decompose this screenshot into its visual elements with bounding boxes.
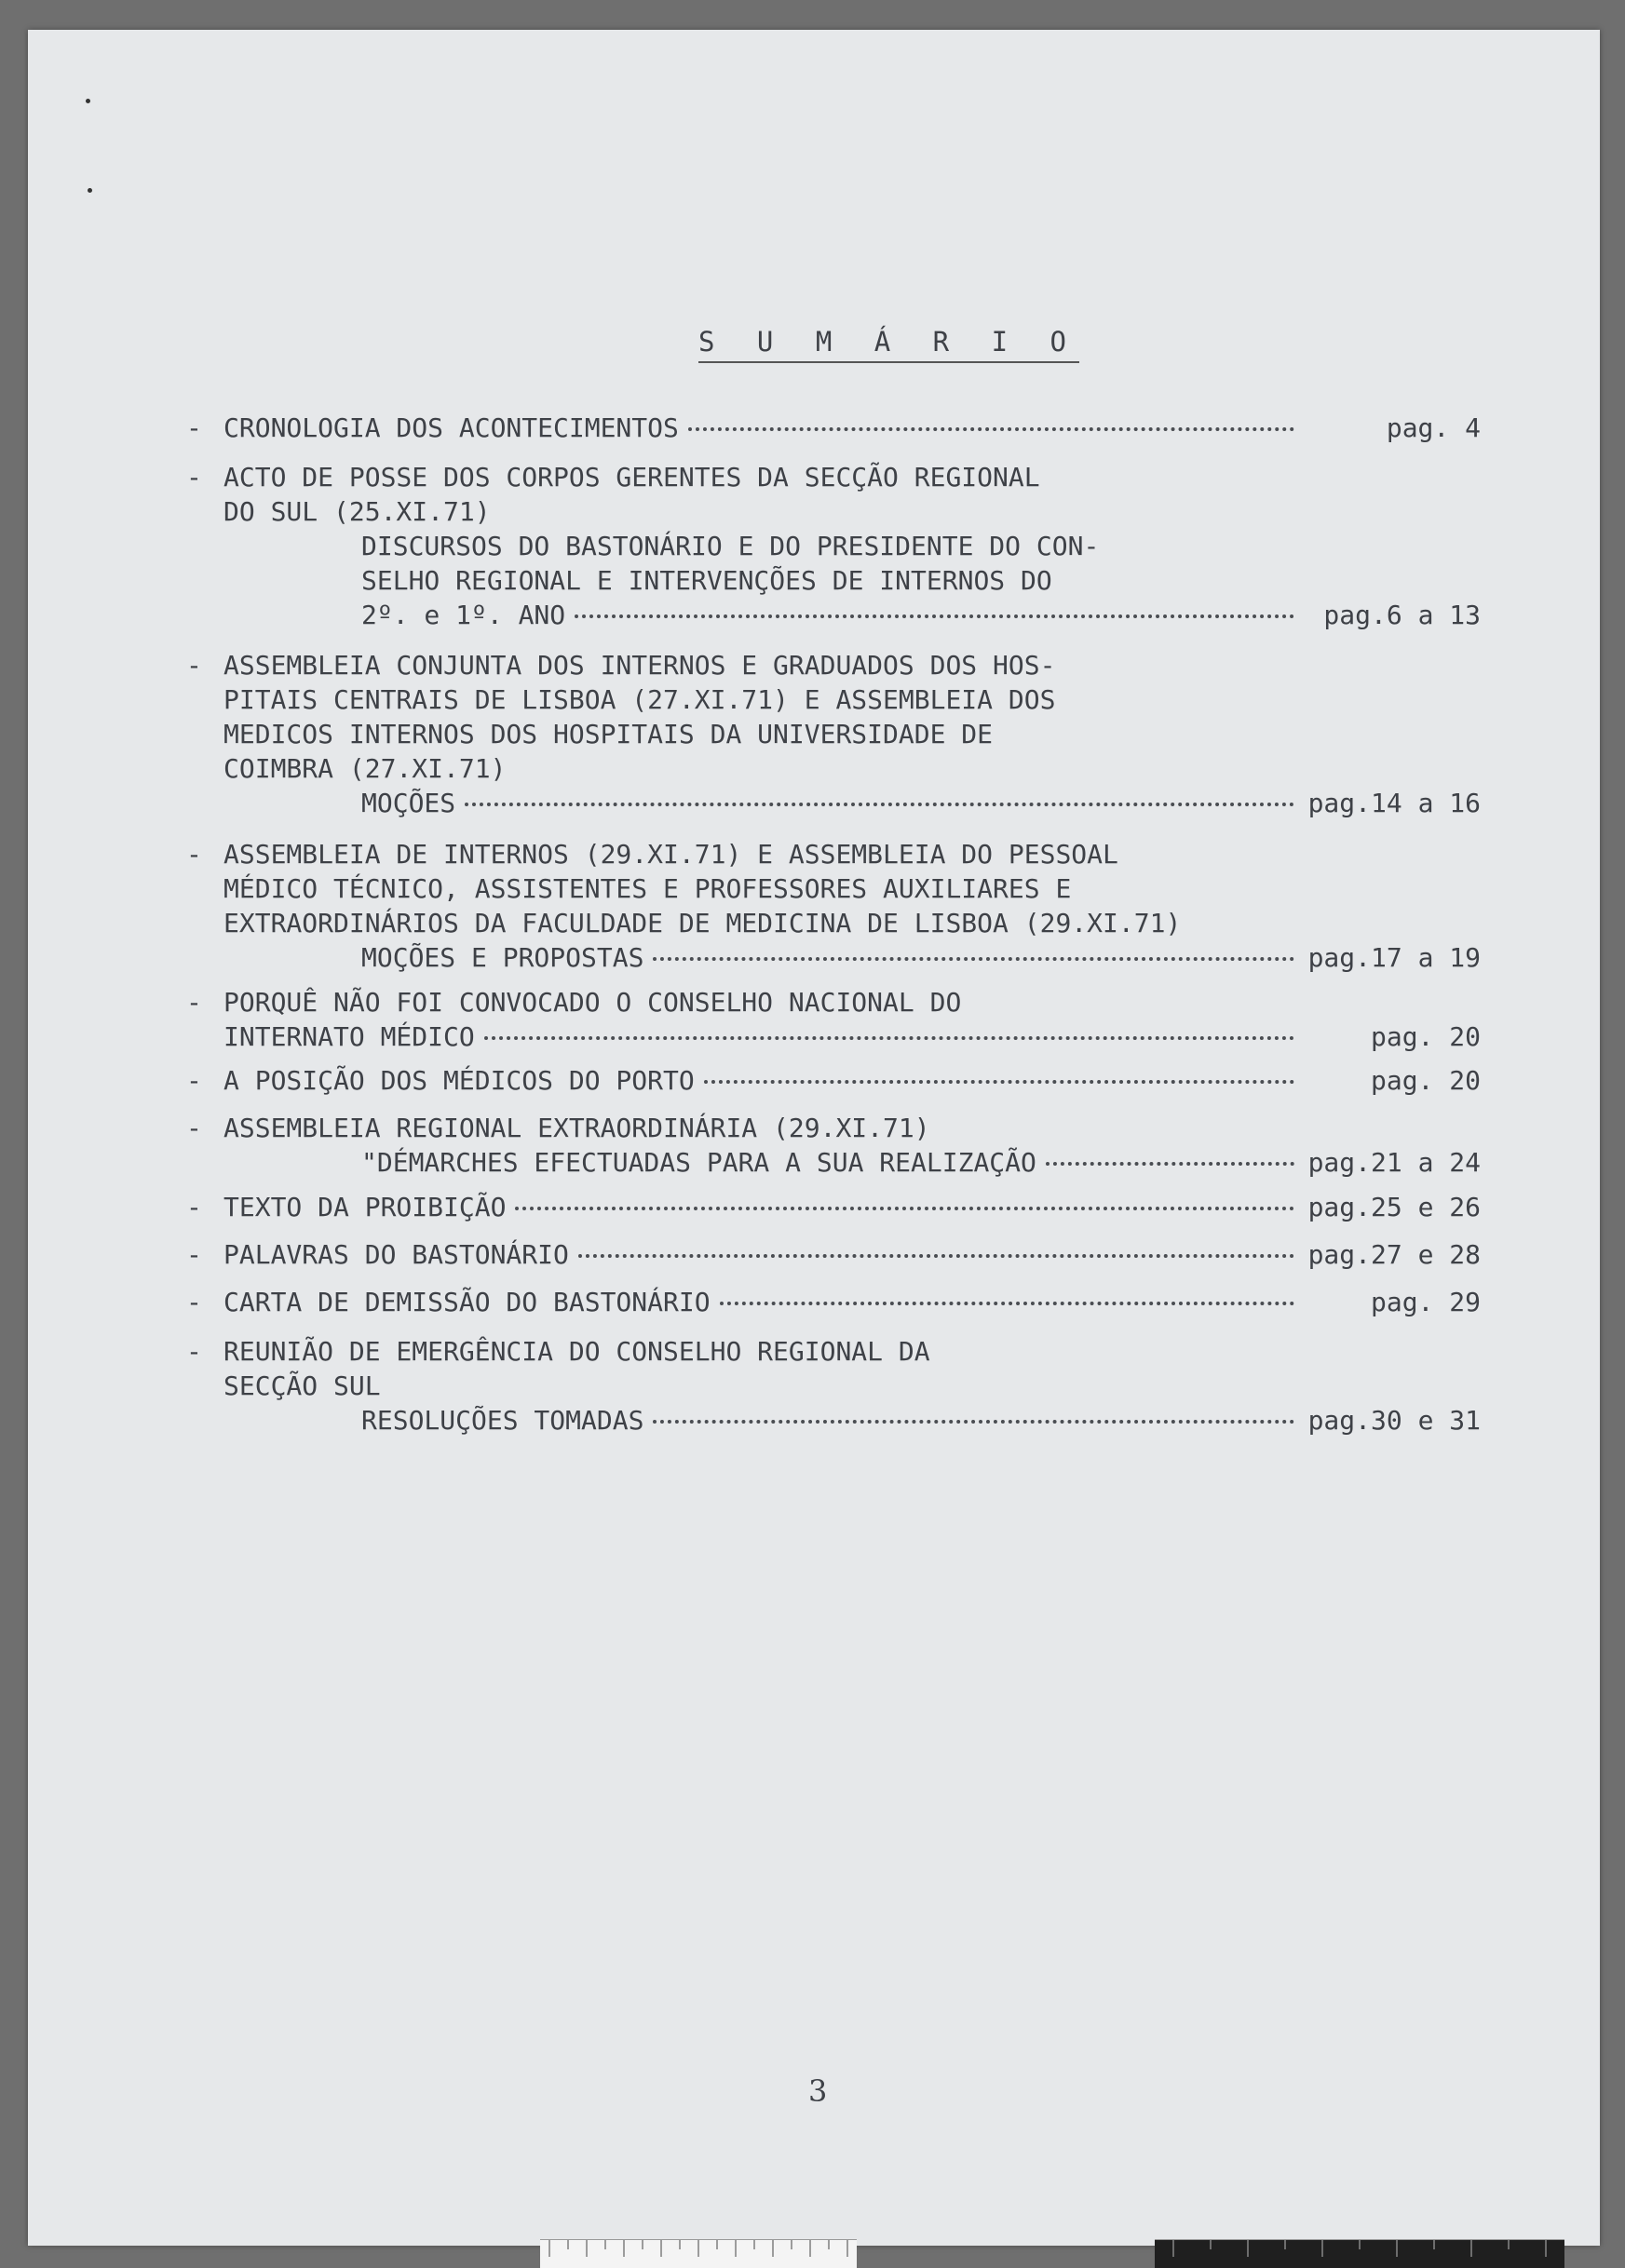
speck xyxy=(86,99,90,103)
entry-subtext: SELHO REGIONAL E INTERVENÇÕES DE INTERNOS DO xyxy=(361,565,1052,596)
entry-page: pag. 29 xyxy=(1370,1287,1481,1317)
dot-leader xyxy=(578,1254,1294,1258)
toc-entry xyxy=(186,985,1481,1054)
entry-text: COIMBRA (27.XI.71) xyxy=(223,753,507,784)
entry-dash: - xyxy=(186,1192,202,1222)
entry-subtext: MOÇÕES xyxy=(361,788,456,818)
entry-dash: - xyxy=(186,1065,202,1096)
toc-entry xyxy=(186,648,1481,820)
toc-entry xyxy=(186,1237,1481,1272)
dot-leader xyxy=(653,1420,1294,1424)
entry-page: pag.14 a 16 xyxy=(1307,788,1481,818)
entry-dash: - xyxy=(186,462,202,493)
toc-entry xyxy=(186,837,1481,975)
dot-leader xyxy=(484,1036,1294,1040)
toc-entry xyxy=(186,1063,1481,1098)
entry-page: pag.17 a 19 xyxy=(1307,942,1481,973)
entry-text: CRONOLOGIA DOS ACONTECIMENTOS xyxy=(223,412,679,443)
toc-entry xyxy=(186,460,1481,632)
entry-text: DO SUL (25.XI.71) xyxy=(223,496,491,527)
entry-page: pag.25 e 26 xyxy=(1307,1192,1481,1222)
page-number: 3 xyxy=(808,2073,828,2109)
toc-entry xyxy=(186,1334,1481,1438)
entry-dash: - xyxy=(186,1287,202,1317)
speck xyxy=(88,188,92,193)
entry-text: MÉDICO TÉCNICO, ASSISTENTES E PROFESSORES AUXILIARES E xyxy=(223,873,1072,904)
toc-entry xyxy=(186,411,1481,445)
entry-text: REUNIÃO DE EMERGÊNCIA DO CONSELHO REGIONAL DA xyxy=(223,1336,930,1367)
dot-leader xyxy=(575,614,1294,618)
entry-subtext: 2º. e 1º. ANO xyxy=(361,600,566,630)
entry-dash: - xyxy=(186,650,202,681)
entry-dash: - xyxy=(186,839,202,870)
dot-leader xyxy=(688,427,1294,431)
entry-page: pag.21 a 24 xyxy=(1307,1147,1481,1178)
entry-text: MEDICOS INTERNOS DOS HOSPITAIS DA UNIVERSIDADE DE xyxy=(223,719,994,749)
toc-entry xyxy=(186,1111,1481,1180)
entry-text: PITAIS CENTRAIS DE LISBOA (27.XI.71) E ASSEMBLEIA DOS xyxy=(223,684,1056,715)
entry-dash: - xyxy=(186,1113,202,1143)
document-page xyxy=(28,30,1600,2246)
entry-text: ACTO DE POSSE DOS CORPOS GERENTES DA SECÇÃO REGIONAL xyxy=(223,462,1040,493)
dot-leader xyxy=(704,1080,1294,1084)
entry-subtext: RESOLUÇÕES TOMADAS xyxy=(361,1405,644,1436)
dot-leader xyxy=(1046,1162,1294,1166)
entry-dash: - xyxy=(186,987,202,1018)
dot-leader xyxy=(653,957,1294,961)
entry-text: EXTRAORDINÁRIOS DA FACULDADE DE MEDICINA DE LISBOA (29.XI.71) xyxy=(223,908,1182,938)
entry-page: pag. 4 xyxy=(1386,412,1481,443)
entry-subtext: MOÇÕES E PROPOSTAS xyxy=(361,942,644,973)
entry-text: ASSEMBLEIA REGIONAL EXTRAORDINÁRIA (29.XI.71) xyxy=(223,1113,930,1143)
document-title: S U M Á R I O xyxy=(698,326,1079,363)
entry-dash: - xyxy=(186,412,202,443)
scale-ruler-light xyxy=(540,2239,857,2268)
entry-text: PORQUÊ NÃO FOI CONVOCADO O CONSELHO NACIONAL DO xyxy=(223,987,962,1018)
entry-text: SECÇÃO SUL xyxy=(223,1370,381,1401)
entry-text: CARTA DE DEMISSÃO DO BASTONÁRIO xyxy=(223,1287,711,1317)
entry-text: ASSEMBLEIA CONJUNTA DOS INTERNOS E GRADUADOS DOS HOS- xyxy=(223,650,1056,681)
toc-entry xyxy=(186,1190,1481,1224)
entry-subtext: "DÉMARCHES EFECTUADAS PARA A SUA REALIZAÇÃO xyxy=(361,1147,1036,1178)
entry-text: PALAVRAS DO BASTONÁRIO xyxy=(223,1239,569,1270)
entry-dash: - xyxy=(186,1336,202,1367)
entry-text: A POSIÇÃO DOS MÉDICOS DO PORTO xyxy=(223,1065,695,1096)
entry-page: pag. 20 xyxy=(1370,1065,1481,1096)
entry-text: TEXTO DA PROIBIÇÃO xyxy=(223,1192,507,1222)
entry-page: pag. 20 xyxy=(1370,1021,1481,1052)
entry-page: pag.30 e 31 xyxy=(1307,1405,1481,1436)
entry-text: ASSEMBLEIA DE INTERNOS (29.XI.71) E ASSEMBLEIA DO PESSOAL xyxy=(223,839,1118,870)
dot-leader xyxy=(465,803,1294,806)
dot-leader xyxy=(515,1207,1294,1210)
entry-page: pag.27 e 28 xyxy=(1307,1239,1481,1270)
entry-dash: - xyxy=(186,1239,202,1270)
dot-leader xyxy=(720,1302,1294,1305)
entry-subtext: DISCURSOS DO BASTONÁRIO E DO PRESIDENTE DO CON- xyxy=(361,531,1100,561)
toc-entry xyxy=(186,1285,1481,1319)
entry-text: INTERNATO MÉDICO xyxy=(223,1021,475,1052)
ruler-ticks xyxy=(1155,2240,1564,2268)
ruler-ticks xyxy=(540,2240,857,2268)
scale-ruler-dark xyxy=(1155,2239,1564,2268)
entry-page: pag.6 a 13 xyxy=(1323,600,1481,630)
